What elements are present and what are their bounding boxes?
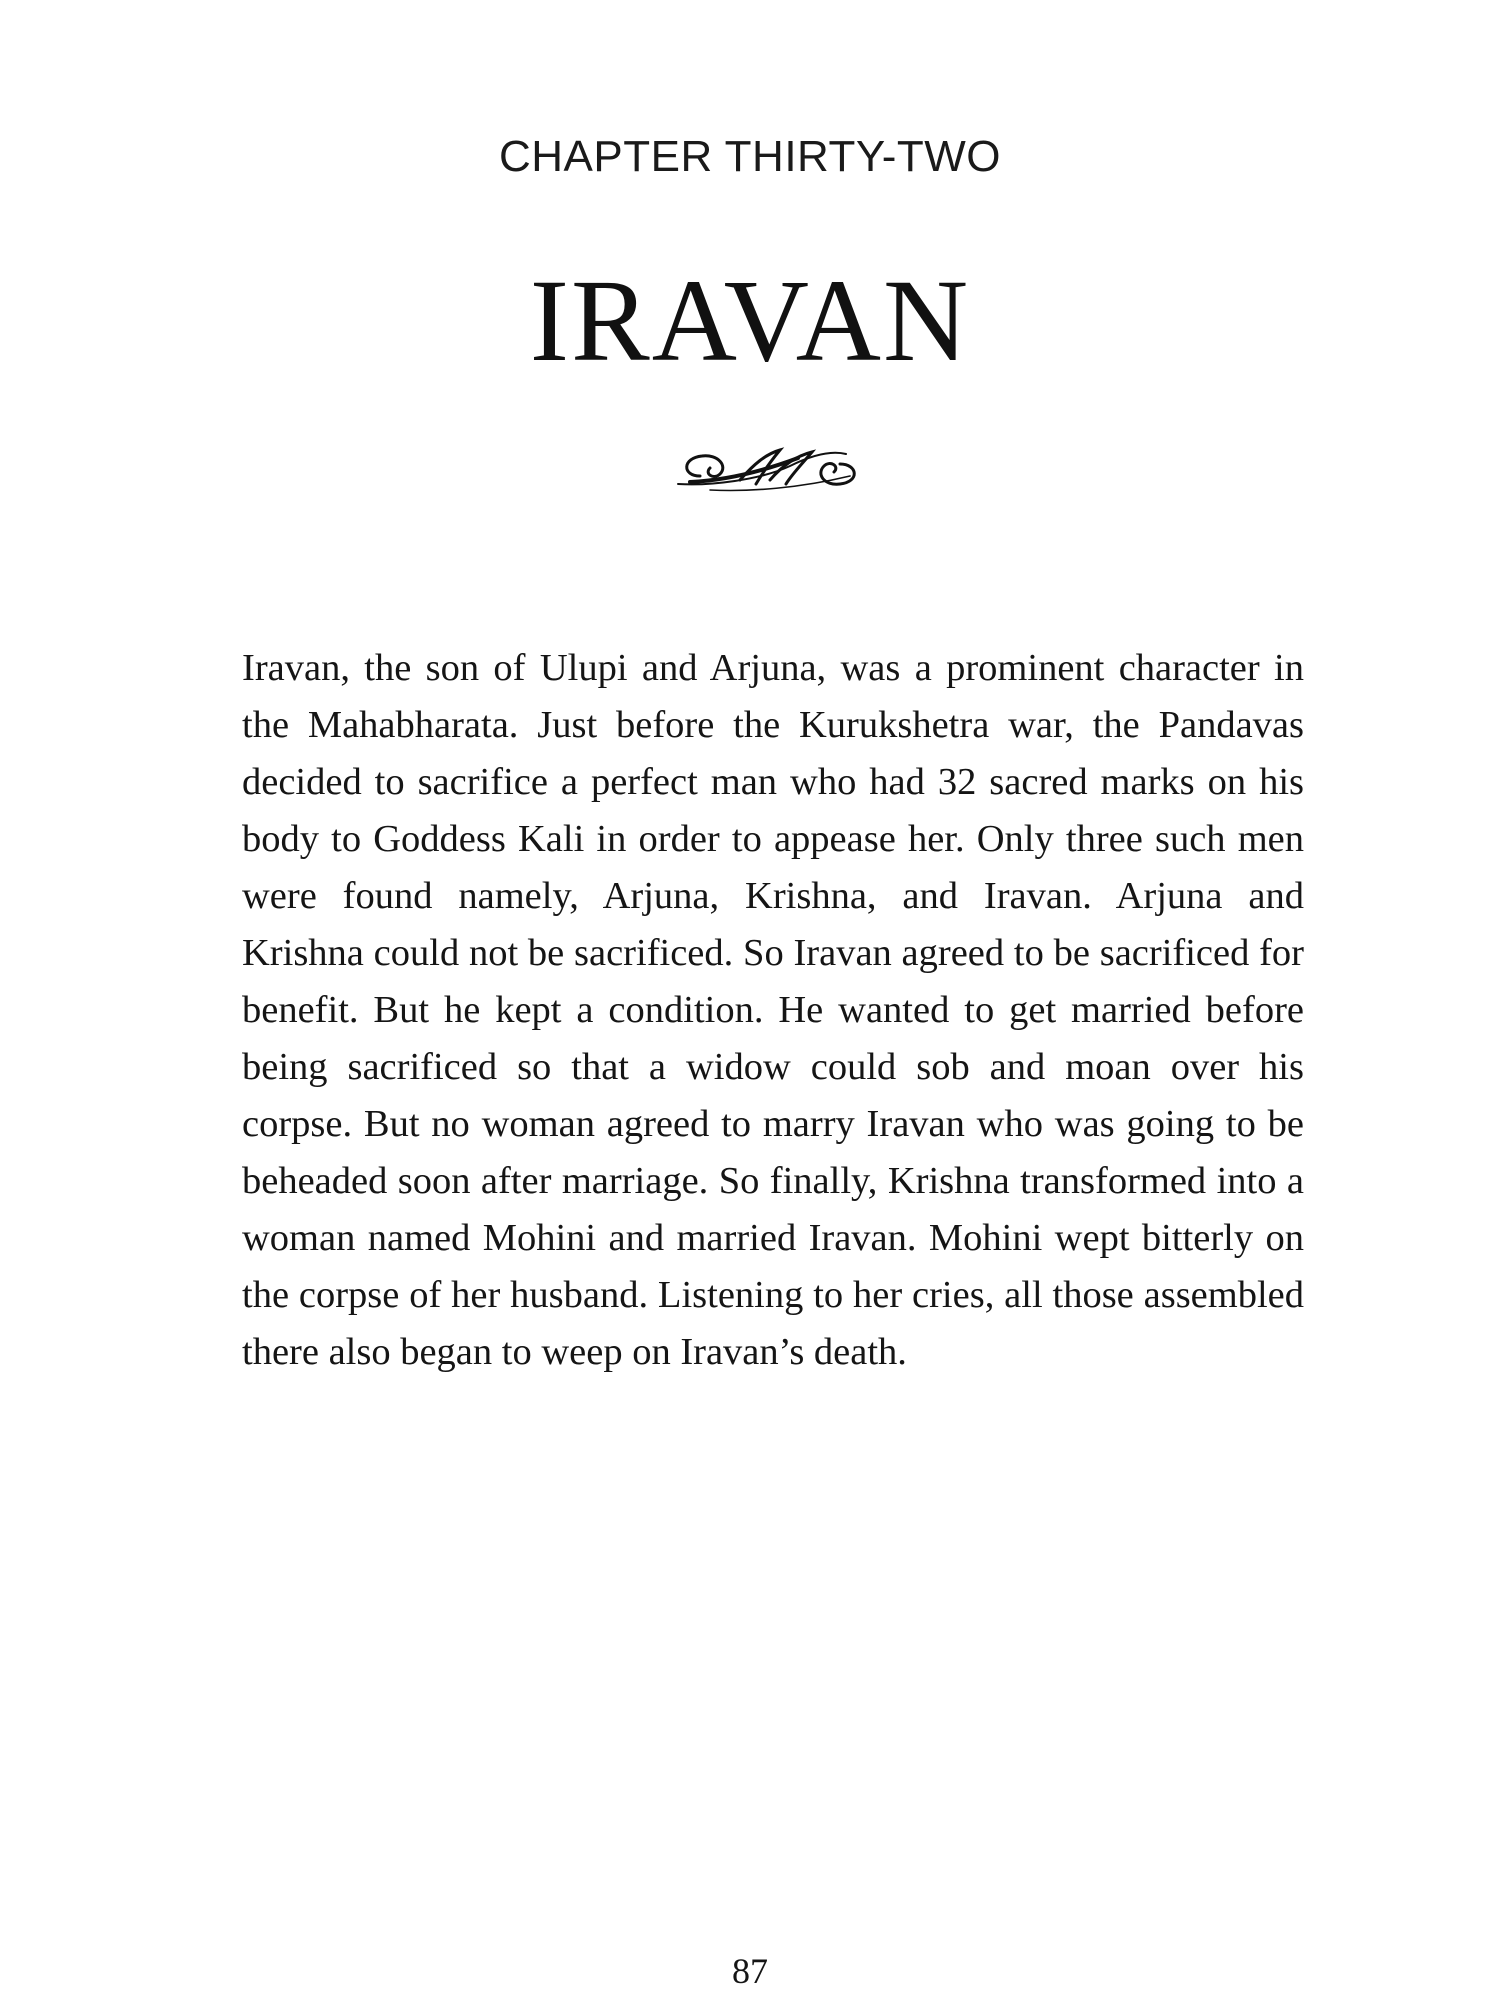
body-paragraph: Iravan, the son of Ulupi and Arjuna, was a prominent character in the Mahabharata. Just before the Kurukshetra war, the Pandavas decided to sacrifice a perfect man who had 32 sacred marks on his body to Goddess Kali in order to appease her. Only three such men were found namely, Arjuna, Krishna, and Iravan. Arjuna and Krishna could not be sacrificed. So Iravan agreed to be sacrificed for benefit. But he kept a condition. He wanted to get married before being sacrificed so that a widow could sob and moan over his corpse. But no woman agreed to marry Iravan who was going to be beheaded soon after marriage. So finally, Krishna transformed into a woman named Mohini and married Iravan. Mohini wept bitterly on the corpse of her husband. Listening to her cries, all those assembled there also began to weep on Iravan’s death.: [242, 647, 1304, 1373]
flourish-ornament-icon: [670, 440, 870, 500]
chapter-title: IRAVAN: [529, 255, 971, 386]
chapter-label: CHAPTER THIRTY-TWO: [498, 132, 1001, 181]
page-number: 87: [732, 1951, 768, 1991]
